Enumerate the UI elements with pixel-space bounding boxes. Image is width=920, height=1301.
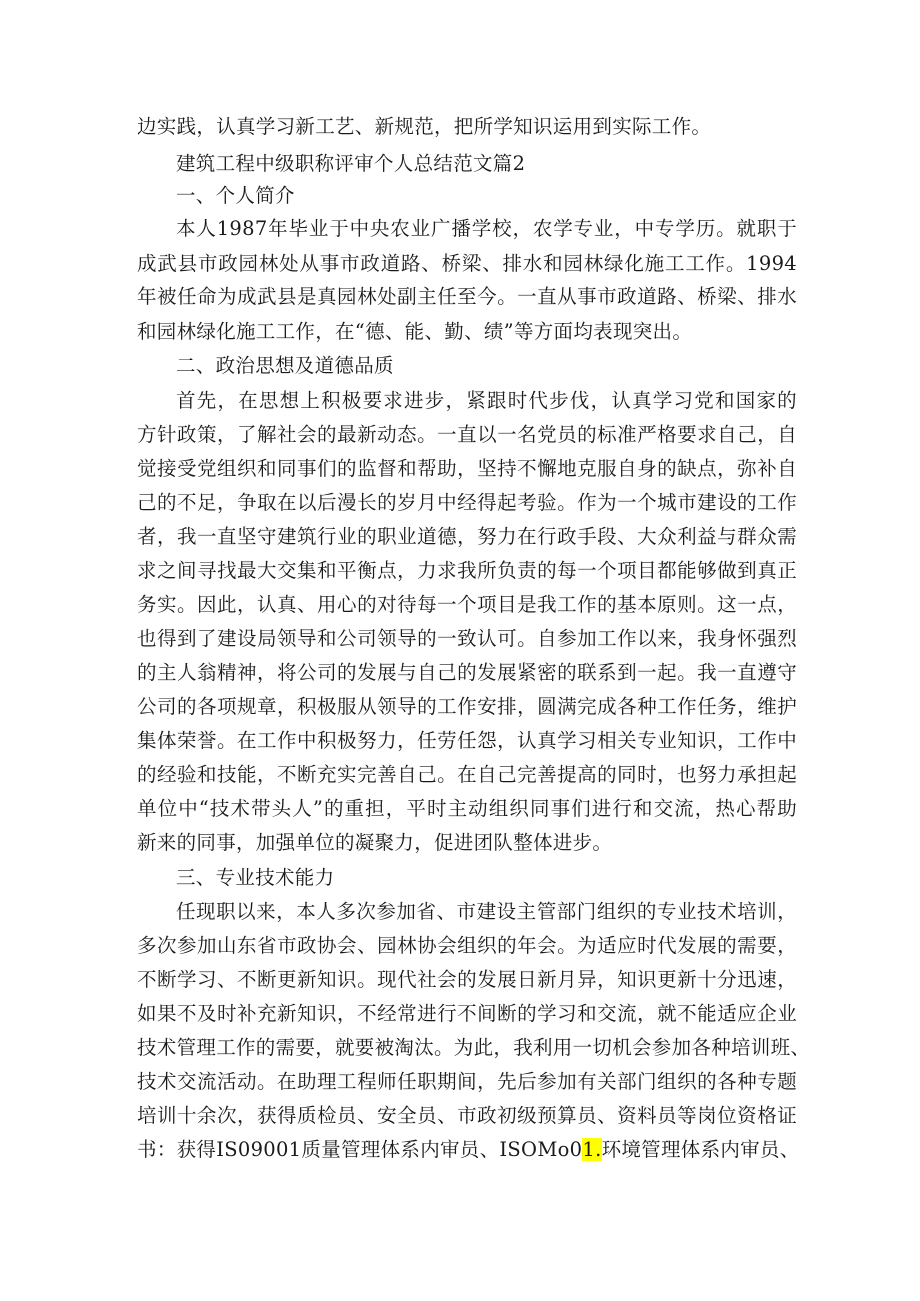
- section-title: 建筑工程中级职称评审个人总结范文篇2: [176, 152, 526, 175]
- text-line: 公司的各项规章，积极服从领导的工作安排，圆满完成各种工作任务，维护: [137, 695, 797, 718]
- text-line: 己的不足，争取在以后漫长的岁月中经得起考验。作为一个城市建设的工作: [137, 491, 797, 514]
- text-line: 务实。因此，认真、用心的对待每一个项目是我工作的基本原则。这一点，: [137, 593, 797, 616]
- text-line-last: [137, 1136, 800, 1164]
- highlighted-text: 1.: [582, 1138, 602, 1161]
- text-line: 方针政策，了解社会的最新动态。一直以一名党员的标准严格要求自己，自: [137, 423, 797, 446]
- heading-personal-intro: 一、个人简介: [176, 184, 295, 207]
- text-line: 首先，在思想上积极要求进步，紧跟时代步伐，认真学习党和国家的: [176, 389, 797, 412]
- text-line: 多次参加山东省市政协会、园林协会组织的年会。为适应时代发展的需要，: [137, 934, 797, 957]
- heading-political: 二、政治思想及道德品质: [176, 354, 394, 377]
- text-line: 觉接受党组织和同事们的监督和帮助，坚持不懈地克服自身的缺点，弥补自: [137, 457, 797, 480]
- text-line: 的经验和技能，不断充实完善自己。在自己完善提高的同时，也努力承担起: [137, 763, 797, 786]
- text-line: 技术交流活动。在助理工程师任职期间，先后参加有关部门组织的各种专题: [137, 1070, 797, 1093]
- text-line: 成武县市政园林处从事市政道路、桥梁、排水和园林绿化施工工作。1994: [137, 252, 797, 275]
- text-line: 年被任命为成武县是真园林处副主任至今。一直从事市政道路、桥梁、排水: [137, 285, 797, 308]
- text-line: 新来的同事，加强单位的凝聚力，促进团队整体进步。: [137, 831, 613, 854]
- text-line: 如果不及时补充新知识，不经常进行不间断的学习和交流，就不能适应企业: [137, 1002, 797, 1025]
- text-line: 培训十余次，获得质检员、安全员、市政初级预算员、资料员等岗位资格证: [137, 1104, 797, 1127]
- text-line: 也得到了建设局领导和公司领导的一致认可。自参加工作以来，我身怀强烈: [137, 627, 797, 650]
- heading-technical: 三、专业技术能力: [176, 866, 335, 889]
- text-line: 边实践，认真学习新工艺、新规范，把所学知识运用到实际工作。: [137, 115, 712, 138]
- text-line: 本人1987年毕业于中央农业广播学校，农学专业，中专学历。就职于: [176, 217, 797, 240]
- text-line: 任现职以来，本人多次参加省、市建设主管部门组织的专业技术培训，: [176, 900, 797, 923]
- text-line: 单位中“技术带头人”的重担，平时主动组织同事们进行和交流，热心帮助: [137, 797, 797, 820]
- text-line: 的主人翁精神，将公司的发展与自己的发展紧密的联系到一起。我一直遵守: [137, 661, 797, 684]
- text-line: 者，我一直坚守建筑行业的职业道德，努力在行政手段、大众利益与群众需: [137, 525, 797, 548]
- text-line: 不断学习、不断更新知识。现代社会的发展日新月异，知识更新十分迅速，: [137, 968, 797, 991]
- text-line: 技术管理工作的需要，就要被淘汰。为此，我利用一切机会参加各种培训班、: [137, 1036, 811, 1059]
- text-line: 求之间寻找最大交集和平衡点，力求我所负责的每一个项目都能够做到真正: [137, 559, 797, 582]
- text-line: 集体荣誉。在工作中积极努力，任劳任怨，认真学习相关专业知识，工作中: [137, 729, 797, 752]
- text-segment: 书：获得IS09001质量管理体系内审员、ISOMo0: [137, 1138, 583, 1161]
- text-segment: 环境管理体系内审员、: [601, 1138, 800, 1161]
- text-line: 和园林绿化施工工作，在“德、能、勤、绩”等方面均表现突出。: [137, 320, 693, 343]
